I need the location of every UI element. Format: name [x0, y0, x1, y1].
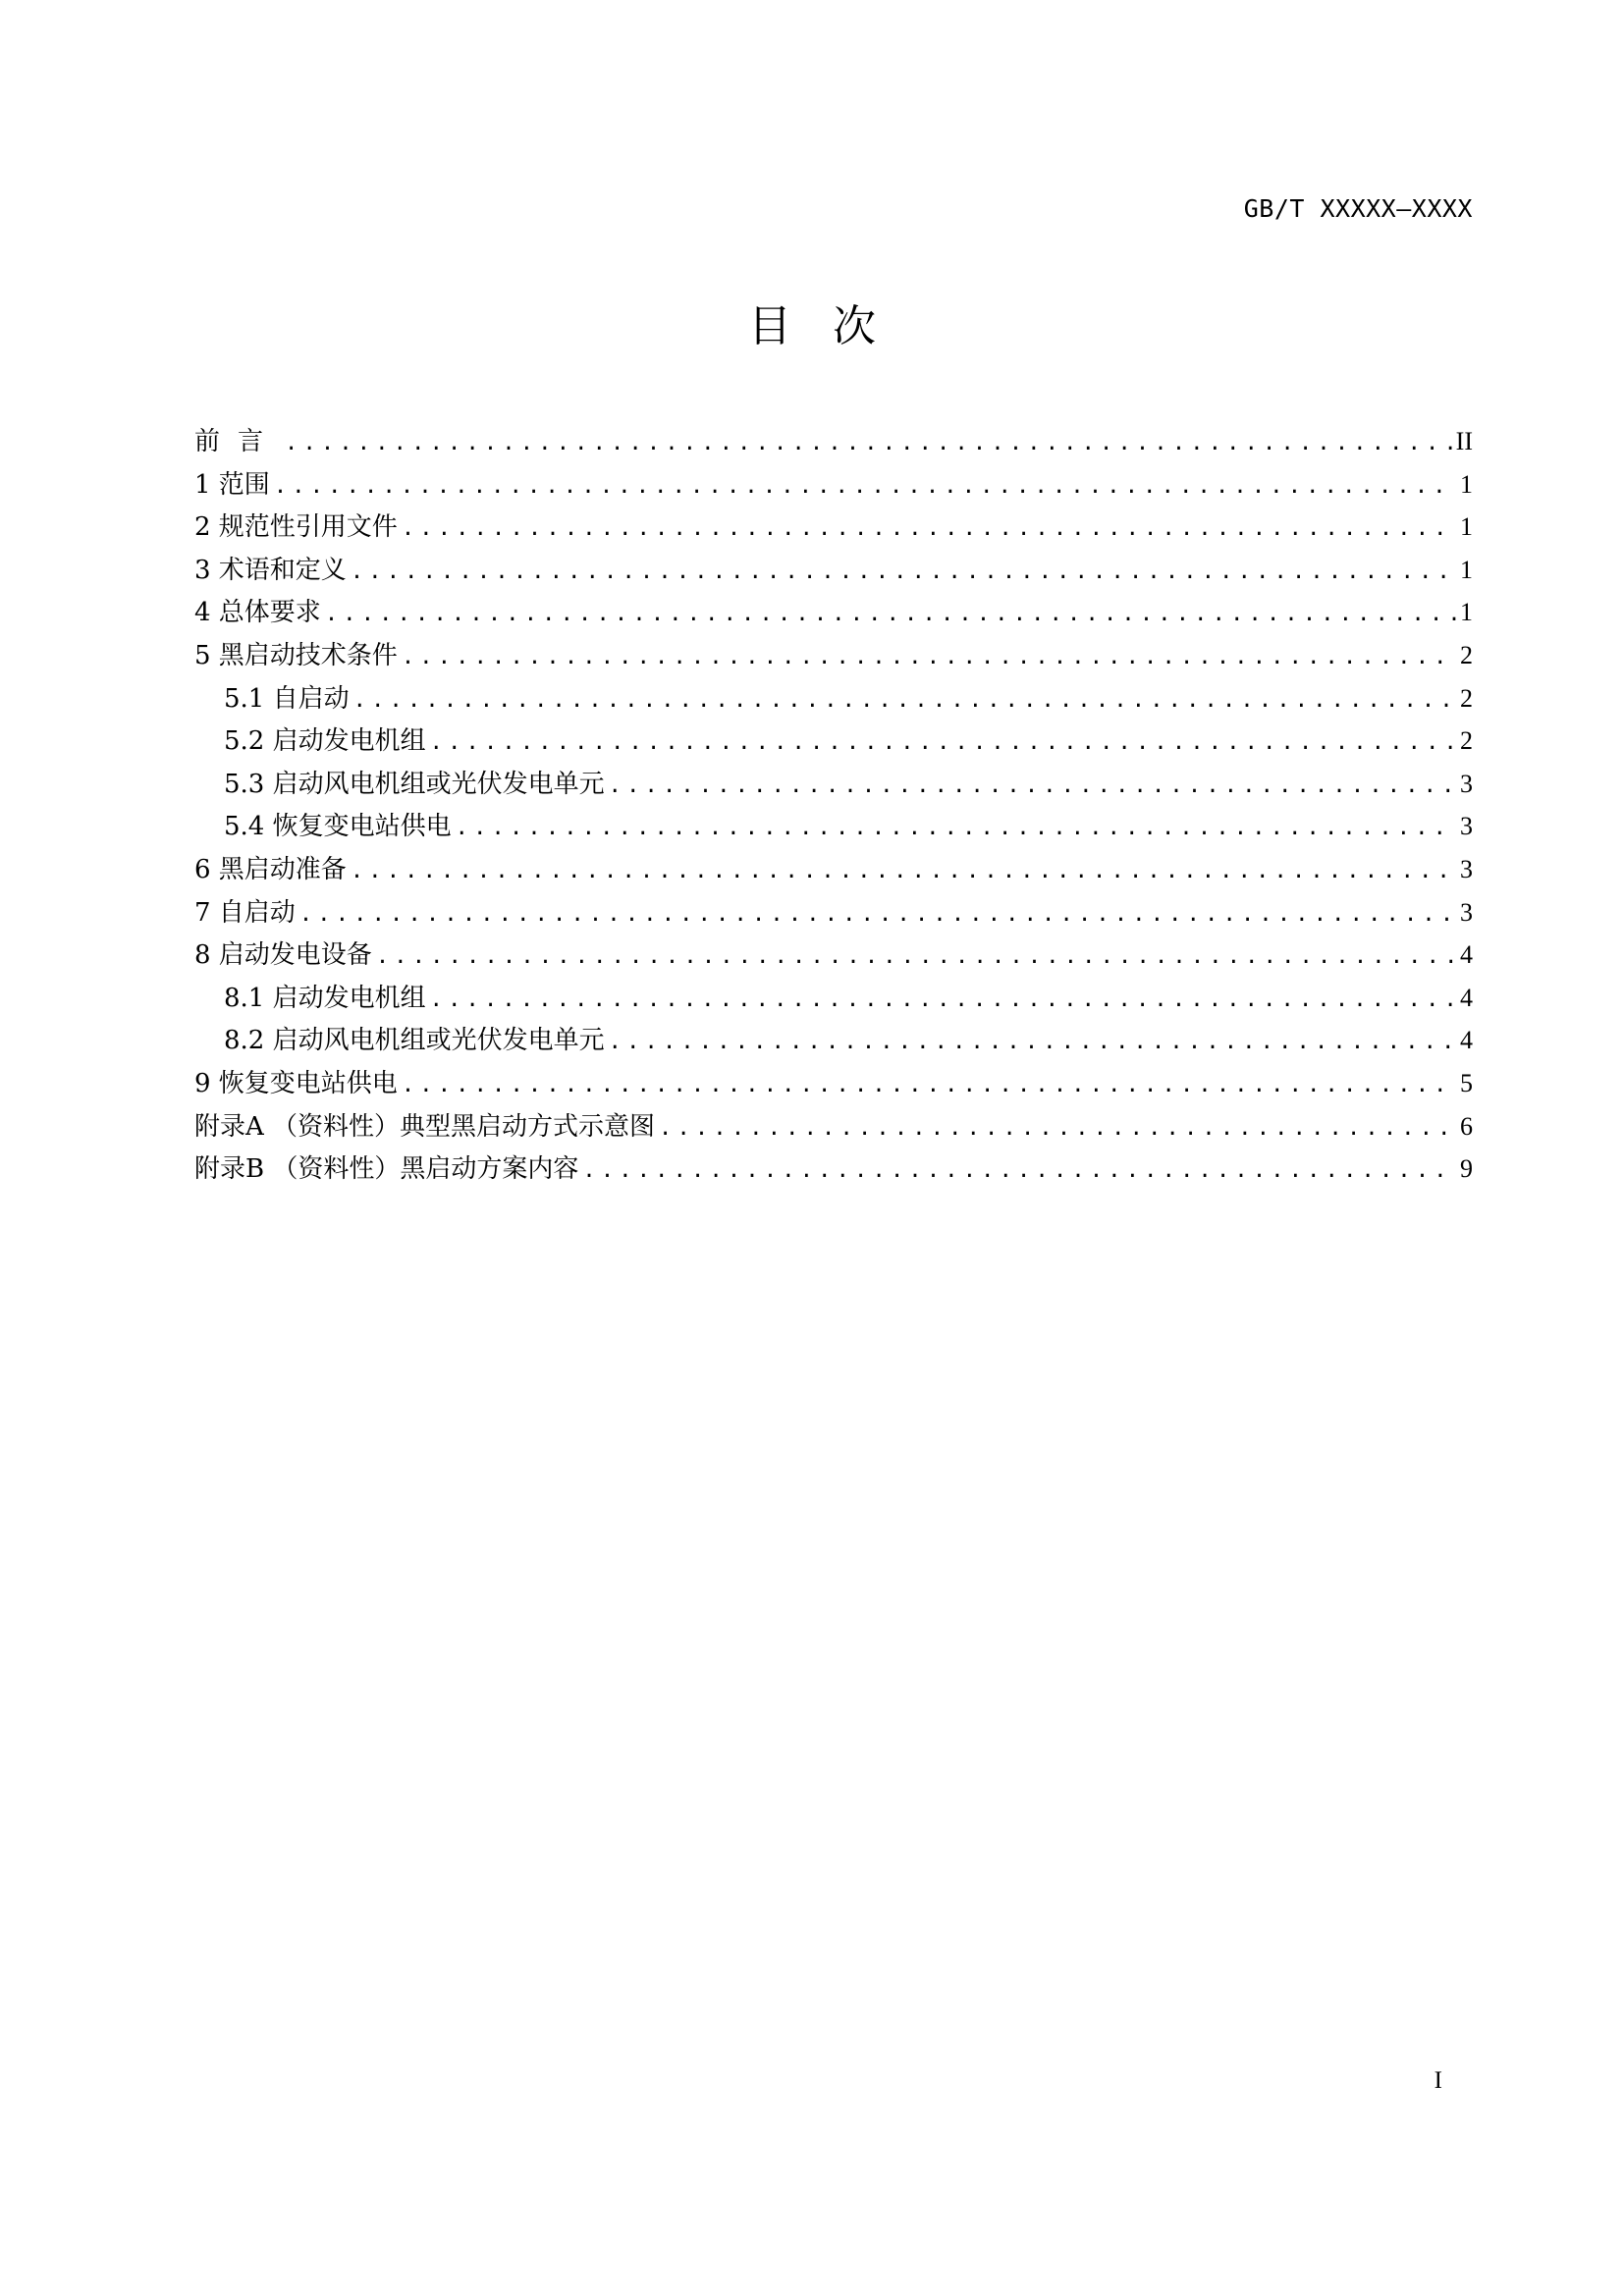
- toc-entry-page: 6: [1460, 1111, 1473, 1141]
- toc-entry-label: 8.1 启动发电机组: [224, 983, 426, 1013]
- toc-entry-page: 4: [1460, 940, 1473, 970]
- toc-entry-appendix-b[interactable]: [194, 1148, 1473, 1191]
- toc-entry-label: 8 启动发电设备: [194, 940, 372, 971]
- toc-entry-label: 5.4 恢复变电站供电: [224, 812, 452, 842]
- toc-entry-page: 3: [1460, 854, 1473, 883]
- toc-entry-4[interactable]: [194, 591, 1473, 634]
- toc-dot-leader: [402, 1064, 1456, 1107]
- toc-entry-page: 3: [1460, 769, 1473, 798]
- toc-dot-leader: [351, 551, 1456, 594]
- toc-entry-label: 3 术语和定义: [194, 555, 347, 585]
- toc-dot-leader: [609, 1021, 1456, 1064]
- toc-entry-page: 9: [1460, 1154, 1473, 1184]
- toc-dot-leader: [582, 1149, 1456, 1193]
- toc-entry-6[interactable]: [194, 848, 1473, 891]
- toc-entry-label: 8.2 启动风电机组或光伏发电单元: [224, 1026, 605, 1056]
- toc-entry-8-2[interactable]: [194, 1019, 1473, 1062]
- toc-entry-label: 4 总体要求: [194, 598, 321, 628]
- toc-entry-8-1[interactable]: [194, 977, 1473, 1020]
- toc-entry-7[interactable]: [194, 891, 1473, 934]
- toc-entry-page: 5: [1460, 1068, 1473, 1097]
- toc-entry-appendix-a[interactable]: [194, 1105, 1473, 1148]
- toc-entry-label: 前言: [194, 427, 282, 456]
- toc-dot-leader: [325, 593, 1456, 636]
- toc-dot-leader: [353, 679, 1456, 722]
- toc-entry-5[interactable]: [194, 634, 1473, 677]
- toc-entry-page: 2: [1460, 726, 1473, 756]
- toc-dot-leader: [402, 636, 1456, 679]
- toc-entry-8[interactable]: [194, 934, 1473, 977]
- toc-entry-label: 5.2 启动发电机组: [224, 726, 426, 757]
- toc-dot-leader: [376, 935, 1456, 979]
- toc-dot-leader: [609, 765, 1456, 808]
- page-title: 目次: [748, 301, 917, 351]
- toc-entry-label: 7 自启动: [194, 897, 296, 928]
- page-number: I: [1434, 2067, 1442, 2094]
- toc-dot-leader: [430, 721, 1456, 765]
- toc-entry-page: 4: [1460, 983, 1473, 1012]
- toc-entry-5-2[interactable]: [194, 720, 1473, 763]
- toc-entry-page: II: [1455, 427, 1473, 455]
- toc-entry-2[interactable]: [194, 506, 1473, 549]
- toc-entry-page: 3: [1460, 897, 1473, 927]
- toc-entry-label: 2 规范性引用文件: [194, 512, 398, 543]
- toc-entry-label: 6 黑启动准备: [194, 854, 347, 884]
- toc-entry-foreword[interactable]: [194, 420, 1473, 463]
- table-of-contents: [194, 420, 1473, 1191]
- toc-entry-9[interactable]: [194, 1062, 1473, 1105]
- toc-entry-page: 1: [1460, 469, 1473, 499]
- toc-entry-page: 1: [1460, 598, 1473, 627]
- toc-entry-5-4[interactable]: [194, 805, 1473, 848]
- toc-entry-5-1[interactable]: [194, 677, 1473, 721]
- toc-entry-5-3[interactable]: [194, 763, 1473, 806]
- toc-dot-leader: [456, 807, 1456, 850]
- toc-dot-leader: [402, 507, 1456, 551]
- toc-dot-leader: [299, 893, 1456, 936]
- toc-dot-leader: [351, 850, 1456, 893]
- toc-dot-leader: [285, 422, 1452, 465]
- document-code: GB/T XXXXX—XXXX: [1243, 194, 1473, 223]
- toc-entry-label: 1 范围: [194, 469, 270, 500]
- toc-entry-1[interactable]: [194, 463, 1473, 507]
- toc-entry-page: 4: [1460, 1026, 1473, 1055]
- toc-entry-label: 9 恢复变电站供电: [194, 1068, 398, 1098]
- toc-dot-leader: [430, 979, 1456, 1022]
- toc-entry-label: 5.1 自启动: [224, 683, 350, 714]
- toc-entry-label: 附录A （资料性）典型黑启动方式示意图: [194, 1111, 656, 1142]
- toc-entry-page: 2: [1460, 640, 1473, 669]
- toc-entry-label: 5 黑启动技术条件: [194, 640, 398, 670]
- toc-entry-page: 1: [1460, 512, 1473, 542]
- toc-entry-label: 5.3 启动风电机组或光伏发电单元: [224, 769, 605, 799]
- toc-entry-page: 3: [1460, 812, 1473, 841]
- toc-entry-page: 1: [1460, 555, 1473, 584]
- toc-entry-3[interactable]: [194, 549, 1473, 592]
- toc-dot-leader: [659, 1107, 1456, 1150]
- toc-entry-page: 2: [1460, 683, 1473, 713]
- toc-dot-leader: [274, 465, 1456, 508]
- toc-entry-label: 附录B （资料性）黑启动方案内容: [194, 1154, 579, 1185]
